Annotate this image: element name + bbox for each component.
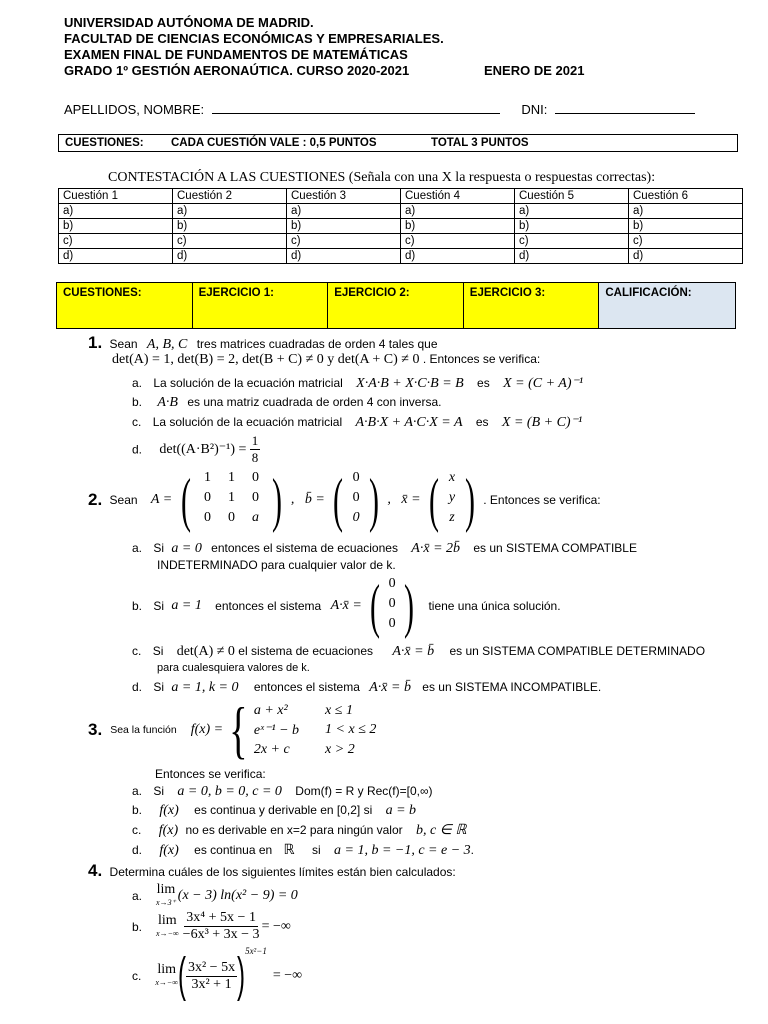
answer-cell[interactable]: d)	[287, 249, 401, 264]
q2-option-d	[132, 680, 601, 696]
q2-b-cond: a = 1	[171, 598, 202, 613]
answer-cell[interactable]: d)	[59, 249, 173, 264]
q1-number: 1.	[88, 333, 103, 352]
score-cuestiones: CUESTIONES:	[57, 283, 193, 328]
answer-cell[interactable]: b)	[59, 219, 173, 234]
q4-option-c	[132, 946, 303, 1002]
points-each: CADA CUESTIÓN VALE : 0,5 PUNTOS	[171, 137, 377, 149]
matrix-cell: 0	[203, 510, 211, 525]
vector-b: ( 0 0 0 )	[333, 467, 380, 533]
matrix-cell: 0	[251, 470, 259, 485]
answer-cell[interactable]: d)	[629, 249, 743, 264]
q3-option-c	[132, 822, 466, 839]
q4-option-b	[132, 910, 291, 943]
limit-operator	[155, 963, 178, 989]
q3-option-a	[132, 784, 433, 800]
fraction-denominator: 3x² + 1	[191, 976, 232, 992]
fraction-numerator: 1	[251, 433, 259, 448]
q3-intro	[88, 694, 377, 765]
matrix-cell: a	[251, 510, 259, 525]
piece-cond: 1 < x ≤ 2	[325, 721, 377, 737]
matrix-A: ( 1 1 0 0 1 0 0 0 a )	[180, 467, 283, 533]
dni-field[interactable]	[555, 101, 695, 114]
answer-cell[interactable]: c)	[401, 234, 515, 249]
q2-d-si: Si	[153, 680, 165, 694]
answer-grid	[58, 188, 743, 264]
right-paren: )	[237, 949, 246, 1002]
lim-sub: x→−∞	[155, 978, 178, 987]
score-ejercicio-3: EJERCICIO 3:	[464, 283, 600, 328]
q3-b-f: f(x)	[159, 803, 179, 818]
vector-cell: x	[448, 470, 456, 485]
q3-option-d	[132, 842, 474, 859]
answer-cell[interactable]: b)	[173, 219, 287, 234]
q1-option-c	[132, 414, 582, 431]
q3-number: 3.	[88, 720, 103, 739]
piecewise-definition	[254, 703, 377, 758]
q2-c-si: Si	[152, 644, 164, 658]
lim-text: lim	[158, 912, 177, 928]
col-header: Cuestión 2	[173, 189, 287, 204]
q1-c-eq: A·B·X + A·C·X = A	[355, 415, 463, 430]
q3-c-f: f(x)	[158, 823, 179, 838]
q3-c-text: no es derivable en x=2 para ningún valor	[185, 823, 403, 837]
q1-option-b	[132, 395, 441, 411]
q3-d-cond: a = 1, b = −1, c = e − 3	[334, 843, 471, 858]
q2-d-text: entonces el sistema	[253, 680, 360, 694]
col-header: Cuestión 6	[629, 189, 743, 204]
score-calificacion: CALIFICACIÓN:	[599, 283, 735, 328]
option-label: b.	[132, 803, 143, 817]
q3-fx: f(x) =	[190, 722, 224, 737]
q4-b-fraction	[183, 910, 260, 943]
q2-c-text3: para cualesquiera valores de k.	[157, 662, 310, 674]
vector-cell: z	[449, 510, 455, 525]
answer-row-c	[59, 234, 743, 249]
answer-cell[interactable]: b)	[629, 219, 743, 234]
matrix-cell: 1	[227, 470, 235, 485]
q2-tail: . Entonces se verifica:	[483, 493, 601, 507]
fraction-numerator: 3x⁴ + 5x − 1	[186, 910, 256, 925]
matrix-cell: 1	[203, 470, 211, 485]
answer-cell[interactable]: a)	[629, 204, 743, 219]
q3-a-text: Dom(f) = R y Rec(f)=[0,∞)	[295, 784, 433, 798]
q1-c-sol: X = (B + C)⁻¹	[501, 415, 583, 430]
option-label: a.	[132, 376, 143, 390]
answer-cell[interactable]: b)	[515, 219, 629, 234]
q3-c-cond: b, c ∈ ℝ	[415, 823, 467, 838]
answer-cell[interactable]: a)	[59, 204, 173, 219]
q4-number: 4.	[88, 861, 103, 880]
exam-date: ENERO DE 2021	[484, 63, 585, 78]
q2-option-a	[132, 541, 637, 557]
answer-cell[interactable]: c)	[287, 234, 401, 249]
cuestiones-label: CUESTIONES:	[65, 137, 144, 149]
q3-a-cond: a = 0, b = 0, c = 0	[177, 784, 282, 799]
option-label: b.	[132, 395, 143, 409]
fraction-denominator: −6x³ + 3x − 3	[182, 927, 260, 942]
answer-cell[interactable]: a)	[287, 204, 401, 219]
option-label: b.	[132, 919, 143, 934]
q2-number: 2.	[88, 490, 103, 509]
piece-cond: x ≤ 1	[325, 702, 353, 718]
q1-b-text: es una matriz cuadrada de orden 4 con inversa.	[187, 395, 442, 409]
q1-conditions	[112, 352, 540, 368]
student-info-row	[64, 101, 695, 117]
exam-title: EXAMEN FINAL DE FUNDAMENTOS DE MATEMÁTICAS	[64, 47, 408, 62]
matrix-cell: 0	[251, 490, 259, 505]
piece-expr: eˣ⁻¹ − b	[253, 722, 300, 738]
q4-text: Determina cuáles de los siguientes límites están bien calculados:	[109, 865, 456, 879]
col-header: Cuestión 4	[401, 189, 515, 204]
q1-a-sol: X = (C + A)⁻¹	[503, 376, 584, 391]
option-label: d.	[132, 680, 143, 694]
q4-option-a	[132, 883, 298, 909]
q1-c-es: es	[475, 415, 489, 429]
option-label: c.	[132, 969, 142, 983]
score-ejercicio-2: EJERCICIO 2:	[328, 283, 464, 328]
vector-cell: 0	[352, 510, 360, 525]
q2-c-text2: es un SISTEMA COMPATIBLE DETERMINADO	[449, 644, 706, 658]
q3-b-cond: a = b	[385, 803, 417, 818]
q2-c-cond: det(A) ≠ 0	[176, 644, 235, 659]
q3-intro-text: Sea la función	[110, 724, 177, 736]
option-label: c.	[132, 823, 142, 837]
lim-text: lim	[157, 962, 176, 977]
fraction-numerator: 3x² − 5x	[187, 959, 236, 975]
lim-sub: x→−∞	[156, 928, 179, 938]
q1-d-fraction	[250, 433, 261, 466]
vector-cell: 0	[388, 576, 396, 591]
q3-option-b	[132, 803, 416, 819]
dni-label: DNI:	[521, 102, 548, 117]
col-header: Cuestión 3	[287, 189, 401, 204]
q1-vars: A, B, C	[146, 337, 188, 352]
exam-header	[64, 15, 585, 79]
col-header: Cuestión 1	[59, 189, 173, 204]
cuestiones-box	[58, 134, 738, 152]
vector-cell: 0	[352, 470, 360, 485]
q1-b-expr: A·B	[157, 395, 178, 410]
answer-grid-header	[59, 189, 743, 204]
q1-cond: det(A) = 1, det(B) = 2, det(B + C) ≠ 0 y det(A + C) ≠ 0	[112, 352, 420, 367]
answer-row-b	[59, 219, 743, 234]
q1-tail: . Entonces se verifica:	[422, 352, 541, 366]
answer-cell[interactable]: b)	[287, 219, 401, 234]
answer-cell[interactable]: a)	[515, 204, 629, 219]
matrix-cell: 0	[203, 490, 211, 505]
piece-expr: 2x + c	[253, 741, 290, 757]
option-label: a.	[132, 784, 143, 798]
course-info: GRADO 1º GESTIÓN AERONAÚTICA. CURSO 2020-2021	[64, 63, 410, 78]
vector-cell: 0	[352, 490, 360, 505]
option-label: a.	[132, 541, 143, 555]
score-ejercicio-1: EJERCICIO 1:	[193, 283, 329, 328]
limit-operator	[156, 914, 179, 940]
q2-option-b	[132, 573, 561, 639]
answer-cell[interactable]: c)	[515, 234, 629, 249]
q1-d-expr: det((A·B²)⁻¹) =	[159, 442, 247, 457]
q4-b-result: = −∞	[261, 918, 291, 934]
q3-d-text: es continua en	[194, 843, 273, 857]
q2-sean: Sean	[109, 493, 138, 507]
score-box	[56, 282, 736, 329]
q2-d-cond: a = 1, k = 0	[171, 680, 239, 695]
points-total: TOTAL 3 PUNTOS	[431, 137, 529, 149]
q2-c-text: el sistema de ecuaciones	[238, 644, 374, 658]
q1-intro	[88, 333, 438, 353]
matrix-cell: 0	[227, 510, 235, 525]
q2-b-si: Si	[153, 599, 165, 613]
q3-a-si: Si	[153, 784, 165, 798]
answer-cell[interactable]: c)	[59, 234, 173, 249]
reals-symbol: ℝ	[283, 843, 295, 858]
left-paren: (	[177, 949, 186, 1002]
q2-b-eq: A·x̄ =	[330, 598, 362, 613]
answer-instructions: CONTESTACIÓN A LAS CUESTIONES (Señala con una X la respuesta o respuestas correctas):	[108, 170, 656, 185]
q4-c-result: = −∞	[272, 968, 303, 983]
q2-a-cond: a = 0	[171, 541, 202, 556]
q3-d-dot: .	[470, 843, 475, 857]
lim-text: lim	[156, 882, 176, 897]
answer-cell[interactable]: b)	[401, 219, 515, 234]
q4-c-fraction	[186, 960, 237, 993]
q2-d-text2: es un SISTEMA INCOMPATIBLE.	[422, 680, 602, 694]
q2-d-eq: A·x̄ = b̄	[369, 680, 411, 695]
q4-a-expr: (x − 3) ln(x² − 9) = 0	[177, 888, 298, 903]
option-label: a.	[132, 889, 143, 903]
q1-sean: Sean	[109, 337, 138, 351]
answer-cell[interactable]: d)	[515, 249, 629, 264]
q2-a-text: entonces el sistema de ecuaciones	[211, 541, 398, 555]
q4-intro	[88, 861, 456, 881]
answer-cell[interactable]: a)	[401, 204, 515, 219]
q1-option-d	[132, 433, 260, 466]
q1-a-es: es	[477, 376, 490, 390]
q3-then: Entonces se verifica:	[155, 767, 266, 781]
q2-a-eq: A·x̄ = 2b̄	[411, 541, 461, 556]
answer-cell[interactable]: a)	[173, 204, 287, 219]
q2-option-c	[132, 644, 705, 660]
piece-expr: a + x²	[253, 702, 288, 718]
vector-cell: 0	[388, 596, 396, 611]
q3-d-si: si	[311, 843, 321, 857]
vector-cell: 0	[388, 616, 396, 631]
col-header: Cuestión 5	[515, 189, 629, 204]
q3-d-f: f(x)	[159, 843, 179, 858]
answer-cell[interactable]: c)	[629, 234, 743, 249]
limit-operator	[156, 883, 176, 909]
answer-row-a	[59, 204, 743, 219]
q1-a-text: La solución de la ecuación matricial	[153, 376, 343, 390]
answer-cell[interactable]: c)	[173, 234, 287, 249]
q2-c-eq: A·x̄ = b̄	[392, 644, 435, 659]
q1-a-eq: X·A·B + X·C·B = B	[356, 376, 464, 391]
option-label: b.	[132, 599, 143, 613]
q2-a-text3: INDETERMINADO para cualquier valor de k.	[157, 558, 396, 572]
q1-c-text: La solución de la ecuación matricial	[152, 415, 343, 429]
matrix-cell: 1	[227, 490, 235, 505]
lim-sub: x→3⁺	[156, 898, 176, 907]
vector-x: ( x y z )	[428, 467, 475, 533]
option-label: d.	[132, 442, 143, 457]
name-label: APELLIDOS, NOMBRE:	[64, 102, 205, 117]
q1-text: tres matrices cuadradas de orden 4 tales que	[196, 337, 438, 351]
option-label: d.	[132, 843, 143, 857]
answer-cell[interactable]: d)	[173, 249, 287, 264]
option-label: c.	[132, 644, 142, 658]
option-label: c.	[132, 415, 142, 429]
piecewise-brace: {	[229, 694, 248, 765]
q2-b-text: entonces el sistema	[215, 599, 322, 613]
vector-cell: y	[448, 490, 456, 505]
answer-row-d	[59, 249, 743, 264]
q2-a-si: Si	[153, 541, 165, 555]
answer-cell[interactable]: d)	[401, 249, 515, 264]
zero-vector: ( 0 0 0 )	[370, 573, 415, 639]
q2-b-text2: tiene una única solución.	[428, 599, 561, 613]
name-field[interactable]	[212, 101, 500, 114]
q2-a-text2: es un SISTEMA COMPATIBLE	[473, 541, 637, 555]
q4-c-exponent: 5x²−1	[245, 946, 267, 956]
q2-intro: 2. Sean A = ( 1 1 0 0 1 0 0 0 a ) , b̄ = ( 0 0 0 ) , x̄ = ( x y z ) . Entonces se verifica:	[88, 467, 601, 533]
q1-option-a	[132, 375, 583, 392]
fraction-denominator: 8	[251, 450, 259, 465]
q3-b-text: es continua y derivable en [0,2] si	[194, 803, 373, 817]
faculty-name: FACULTAD DE CIENCIAS ECONÓMICAS Y EMPRESARIALES.	[64, 31, 444, 46]
university-name: UNIVERSIDAD AUTÓNOMA DE MADRID.	[64, 15, 314, 30]
piece-cond: x > 2	[325, 741, 355, 757]
